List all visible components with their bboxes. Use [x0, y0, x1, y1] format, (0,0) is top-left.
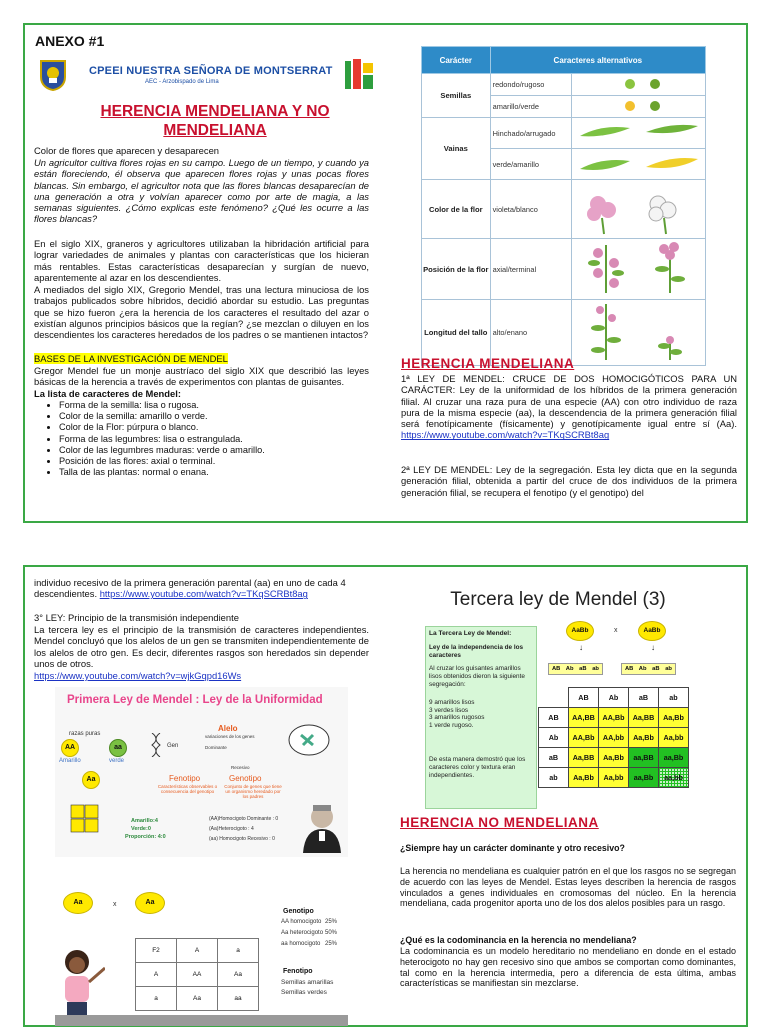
- punnett-cell: Aa,Bb: [599, 748, 629, 768]
- p2-phenotype-1: Semillas amarillas: [281, 979, 334, 986]
- punnett-cell: A: [177, 939, 218, 963]
- tercera-ley-side-box: [425, 626, 537, 809]
- list-item: • Color de la semilla: amarillo o verde.: [59, 411, 365, 422]
- page-sheet-1: [23, 23, 748, 523]
- bases-heading-text: BASES DE LA INVESTIGACIÓN DE MENDEL: [34, 353, 228, 364]
- punnett-cell: AA,BB: [569, 708, 599, 728]
- ley1-paragraph: [401, 373, 737, 441]
- cell-icon: [287, 723, 331, 757]
- p2-genotype-3-value: 25%: [325, 941, 338, 947]
- punnett-corner: [539, 688, 569, 708]
- side-p2: De esta manera demostró que los caracteres color y textura eran independientes.: [429, 755, 526, 779]
- bases-heading: [34, 353, 228, 364]
- herencia-no-mendeliana-heading: HERENCIA NO MENDELIANA: [400, 815, 599, 830]
- punnett-infographic: [55, 876, 348, 1026]
- table-cell-caracter: Posición de la flor: [422, 239, 491, 300]
- page-title: HERENCIA MENDELIANA Y NO MENDELIANA: [100, 103, 330, 139]
- table-cell-alt: redondo/rugoso: [490, 74, 571, 96]
- annex-label: ANEXO #1: [35, 33, 105, 49]
- punnett-header: aB: [629, 688, 659, 708]
- ley1-link[interactable]: https://www.youtube.com/watch?v=TKqSCRBt8ag: [401, 429, 610, 441]
- punnett-row-header: Ab: [539, 728, 569, 748]
- alelo-label: Alelo: [218, 724, 238, 733]
- allele-circle-Aa: Aa: [82, 771, 100, 789]
- school-name: CPEEI NUESTRA SEÑORA DE MONTSERRAT: [89, 65, 333, 77]
- parent-circle-1: Aa: [63, 892, 93, 914]
- punnett-cell: F2: [136, 939, 177, 963]
- table-cell-alt: amarillo/verde: [490, 96, 571, 118]
- punnett-cell: aa,BB: [629, 748, 659, 768]
- side-title: La Tercera Ley de Mendel:: [429, 630, 512, 637]
- p2-phenotype-2: Semillas verdes: [281, 989, 327, 996]
- gamete: ab: [592, 666, 599, 672]
- verde-label: verde: [109, 758, 125, 764]
- caracteres-list: [25, 400, 365, 478]
- caracteres-table: [421, 46, 706, 366]
- punnett-header: AB: [569, 688, 599, 708]
- seed-round-image: [571, 74, 705, 96]
- table-header-alternativos: Caracteres alternativos: [490, 47, 705, 74]
- punnett-cell: aa: [218, 987, 259, 1011]
- grey-footer-bar: [55, 1015, 348, 1026]
- school-subtitle: AEC - Arzobispado de Lima: [145, 79, 219, 85]
- gamete: AB: [625, 666, 634, 672]
- genotipo-sub: Conjunto de genes que tiene un organismo heredado por los padres: [224, 784, 282, 799]
- tl-parent-1: AaBb: [566, 621, 594, 641]
- genotipo-label: Genotipo: [229, 774, 262, 783]
- punnett-cell: Aa,BB: [569, 748, 599, 768]
- primera-ley-infographic: [55, 687, 348, 857]
- list-item: • Talla de las plantas: normal o enana.: [59, 467, 365, 478]
- allele-circle-AA: AA: [61, 739, 79, 757]
- table-cell-caracter: Semillas: [422, 74, 491, 118]
- ley1-text: 1ª LEY DE MENDEL: CRUCE DE DOS HOMOCIGÓTICOS PARA UN CARÁCTER: Ley de la uniformidad de los híbridos de la primera generación filial. Al cruzar una raza pura de una especie (AA) con otro individuo de raza pura de la misma especie (aa), la descendencia de la primera generación filial será fenotípicamente (físicamente) y genotípicamente igual entre sí (Aa).: [401, 373, 737, 430]
- stem-length-image: [571, 300, 705, 366]
- fenotipo-label: Fenotipo: [169, 774, 201, 783]
- punnett-cell: Aa,bb: [599, 768, 629, 788]
- side-list-item: 3 verdes lisos: [429, 706, 469, 714]
- punnett-cell: Aa: [177, 987, 218, 1011]
- punnett-cell: AA,Bb: [599, 708, 629, 728]
- teacher-illustration-image: [55, 948, 105, 1024]
- punnett-cell: Aa,bb: [659, 728, 689, 748]
- ley2-link[interactable]: https://www.youtube.com/watch?v=TKqSCRBt8ag: [99, 588, 308, 600]
- dihybrid-punnett-square: [538, 687, 689, 788]
- table-cell-caracter: Vainas: [422, 118, 491, 180]
- punnett-cell: aa,bb: [659, 768, 689, 788]
- recesivo-label: Recesivo: [231, 765, 250, 770]
- tl-parent-2: AaBb: [638, 621, 666, 641]
- arrow-down-icon: ↓: [579, 643, 583, 652]
- punnett-cell: A: [136, 963, 177, 987]
- school-logo-icon: [343, 57, 375, 91]
- paragraph-mendel: A mediados del siglo XIX, Gregorio Mendel, tras una lectura minuciosa de los trabajos publicados sobre híbridos, decidió abordar su estudio. Las preguntas que se hizo fueron ¿era la herencia de los caracteres el resultado del azar o existían algunos principios básicos que la regían? ¿se mezclan o diluyen en los descendientes los caracteres heredados de los padres o se mantienen intactos?: [34, 284, 369, 341]
- punnett-header: ab: [659, 688, 689, 708]
- p2-genotype-1-value: 25%: [325, 919, 338, 925]
- p2-genotype-2: Aa heterocigoto: [281, 930, 324, 936]
- pod-shape-image: [571, 118, 705, 149]
- gamete: aB: [652, 666, 660, 672]
- punnett-cell: AA: [177, 963, 218, 987]
- list-item: • Color de la Flor: púrpura o blanco.: [59, 422, 365, 433]
- cross-x: x: [113, 901, 117, 908]
- ley3-link[interactable]: https://www.youtube.com/watch?v=wjkGqpd16Ws: [34, 670, 242, 681]
- dominante-label: Dominante: [205, 745, 227, 750]
- alelo-sub: variaciones de los genes: [205, 734, 255, 739]
- mendel-portrait-image: [299, 797, 345, 853]
- tercera-ley-figure: [398, 577, 716, 802]
- punnett-cell: Aa,Bb: [659, 708, 689, 728]
- ley3-paragraph: La tercera ley es el principio de la transmisión de caracteres independientes. Mendel concluyó que los alelos de un gen se transmiten independientemente de los alelos de otro gen. Es decir, diferentes rasgos son heredados sin depender unos de otros.: [34, 624, 369, 669]
- razas-puras-label: razas puras: [69, 731, 101, 737]
- punnett-cell: AA,Bb: [569, 728, 599, 748]
- p2-genotype-2-value: 50%: [325, 930, 338, 936]
- table-cell-caracter: Longitud del tallo: [422, 300, 491, 366]
- punnett-header: Ab: [599, 688, 629, 708]
- list-title: La lista de caracteres de Mendel:: [34, 388, 181, 399]
- paragraph-hibridacion: En el siglo XIX, graneros y agricultores utilizaban la hibridación artificial para lograr variedades de animales y plantas con características que los hicieran más rentables. Estas características desaparecían y surgían de nuevo, aparentemente al azar en los descendientes.: [34, 238, 369, 283]
- question-1: ¿Siempre hay un carácter dominante y otro recesivo?: [400, 843, 625, 853]
- punnett-cell: Aa: [218, 963, 259, 987]
- dna-icon: [151, 733, 161, 757]
- punnett-cell: aa,Bb: [629, 768, 659, 788]
- gamete: Ab: [565, 666, 574, 672]
- list-item: • Forma de la semilla: lisa o rugosa.: [59, 400, 365, 411]
- ley2-continued: [34, 577, 369, 600]
- flower-position-image: [571, 239, 705, 300]
- parent-circle-2: Aa: [135, 892, 165, 914]
- gamete: ab: [665, 666, 672, 672]
- side-list-item: 9 amarillos lisos: [429, 698, 475, 706]
- side-list-item: 1 verde rugoso.: [429, 722, 474, 730]
- table-cell-alt: violeta/blanco: [490, 180, 571, 239]
- intro-paragraph: Un agricultor cultiva flores rojas en su campo. Luego de un tiempo, y cuando ya están floreciendo, él observa que aparecen flores rojas y unas pocas flores blancas. Sin embargo, el agricultor nota que las flores blancas desaparecían de una generación a otra y volvían aparecer como por arte de magia, a las semanas siguientes. ¿Cómo explicas este fenómeno? ¿Qué les ocurre a las flores blancas?: [34, 157, 369, 225]
- gamete: AB: [552, 666, 561, 672]
- genotype-line-1: (AA)Homocigoto Dominante : 0: [209, 816, 279, 822]
- question-2: ¿Qué es la codominancia en la herencia no mendeliana?: [400, 935, 637, 945]
- amarillo-count: Amarillo:4: [131, 818, 158, 824]
- proporcion-label: Proporción: 4:0: [125, 834, 166, 840]
- table-cell-alt: axial/terminal: [490, 239, 571, 300]
- side-p1: Al cruzar los guisantes amarillos lisos obtenidos dieron la siguiente segregación:: [429, 665, 525, 688]
- p2-genotype-3: aa homocigoto: [281, 941, 321, 947]
- arrow-down-icon: ↓: [651, 643, 655, 652]
- mini-punnett-grid: [63, 799, 99, 833]
- seed-color-image: [571, 96, 705, 118]
- punnett-row-header: aB: [539, 748, 569, 768]
- infographic-title: Primera Ley de Mendel : Ley de la Uniformidad: [67, 694, 323, 706]
- punnett-cell: a: [218, 939, 259, 963]
- flower-color-image: [571, 180, 705, 239]
- list-item: • Forma de las legumbres: lisa o estrangulada.: [59, 434, 365, 445]
- p2-fenotipo-label: Fenotipo: [283, 968, 313, 975]
- list-item: • Posición de las flores: axial o terminal.: [59, 456, 365, 467]
- punnett-cell: a: [136, 987, 177, 1011]
- allele-circle-aa: aa: [109, 739, 127, 757]
- table-header-caracter: Carácter: [422, 47, 491, 74]
- ley3-heading: 3° LEY: Principio de la transmisión independiente: [34, 612, 239, 623]
- p2-genotipo-label: Genotipo: [283, 908, 314, 915]
- school-crest-icon: [39, 59, 67, 91]
- punnett-cell: Aa,BB: [629, 708, 659, 728]
- table-cell-caracter: Color de la flor: [422, 180, 491, 239]
- pod-color-image: [571, 149, 705, 180]
- fenotipo-sub: Características observables o consecuencia del genotipo: [157, 784, 218, 794]
- gametes-box-1: [548, 663, 603, 675]
- list-item: • Color de las legumbres maduras: verde o amarillo.: [59, 445, 365, 456]
- intro-heading: Color de flores que aparecen y desaparecen: [34, 145, 220, 156]
- punnett-cell: Aa,Bb: [569, 768, 599, 788]
- codominancia-paragraph: La codominancia es un modelo hereditario no mendeliano en donde en el estado heterocigoto no hay gen recesivo sino que ambos se comportan como dominantes, tal como en la herencia intermedia, pero a diferencia de esta última, ambas características se manifiestan sin mezclarse.: [400, 946, 736, 989]
- table-cell-alt: verde/amarillo: [490, 149, 571, 180]
- punnett-row-header: ab: [539, 768, 569, 788]
- amarillo-label: Amarillo: [59, 758, 81, 764]
- no-mendeliana-paragraph: La herencia no mendeliana es cualquier patrón en el que los rasgos no se segregan de acuerdo con las leyes de Mendel. Estas leyes describen la herencia de rasgos vinculados a genes individuales en cromosomas del núcleo. En la herencia mendeliana, cada progenitor aporta uno de los dos alelos posibles para un rasgo.: [400, 866, 736, 909]
- gamete: Ab: [638, 666, 647, 672]
- punnett-cell: Aa,Bb: [629, 728, 659, 748]
- ley2-paragraph: 2ª LEY DE MENDEL: Ley de la segregación. Esta ley dicta que en la segunda generación filial, obtenida a partir del cruce de dos individuos de la primera generación filial, se recupera el fenotipo (y el genotipo) del: [401, 464, 737, 498]
- punnett-row-header: AB: [539, 708, 569, 728]
- table-cell-alt: alto/enano: [490, 300, 571, 366]
- punnett-cell: AA,bb: [599, 728, 629, 748]
- punnett-cell: aa,Bb: [659, 748, 689, 768]
- gamete: aB: [579, 666, 587, 672]
- genotype-line-2: (Aa)Heterocigoto : 4: [209, 826, 254, 832]
- tercera-ley-title: Tercera ley de Mendel (3): [450, 589, 666, 610]
- herencia-mendeliana-heading: HERENCIA MENDELIANA: [401, 356, 575, 371]
- side-list-item: 3 amarillos rugosos: [429, 714, 485, 722]
- genotype-line-3: (aa) Homocigoto Recesivo : 0: [209, 836, 275, 842]
- gen-label: Gen: [167, 743, 179, 749]
- p2-genotype-1: AA homocigoto: [281, 919, 322, 925]
- side-subtitle: Ley de la independencia de los caracteres: [429, 643, 524, 659]
- ley2-cont-text: individuo recesivo de la primera generación parental (aa) en uno de cada 4 descendientes.: [34, 577, 346, 600]
- table-cell-alt: Hinchado/arrugado: [490, 118, 571, 149]
- paragraph-gregor: Gregor Mendel fue un monje austríaco del siglo XIX que describió las leyes básicas de la herencia a través de experimentos con plantas de guisantes.: [34, 365, 369, 388]
- punnett-square-simple: [135, 938, 259, 1011]
- tl-cross-x: x: [614, 627, 618, 634]
- verde-count: Verde:0: [131, 826, 151, 832]
- gametes-box-2: [621, 663, 676, 675]
